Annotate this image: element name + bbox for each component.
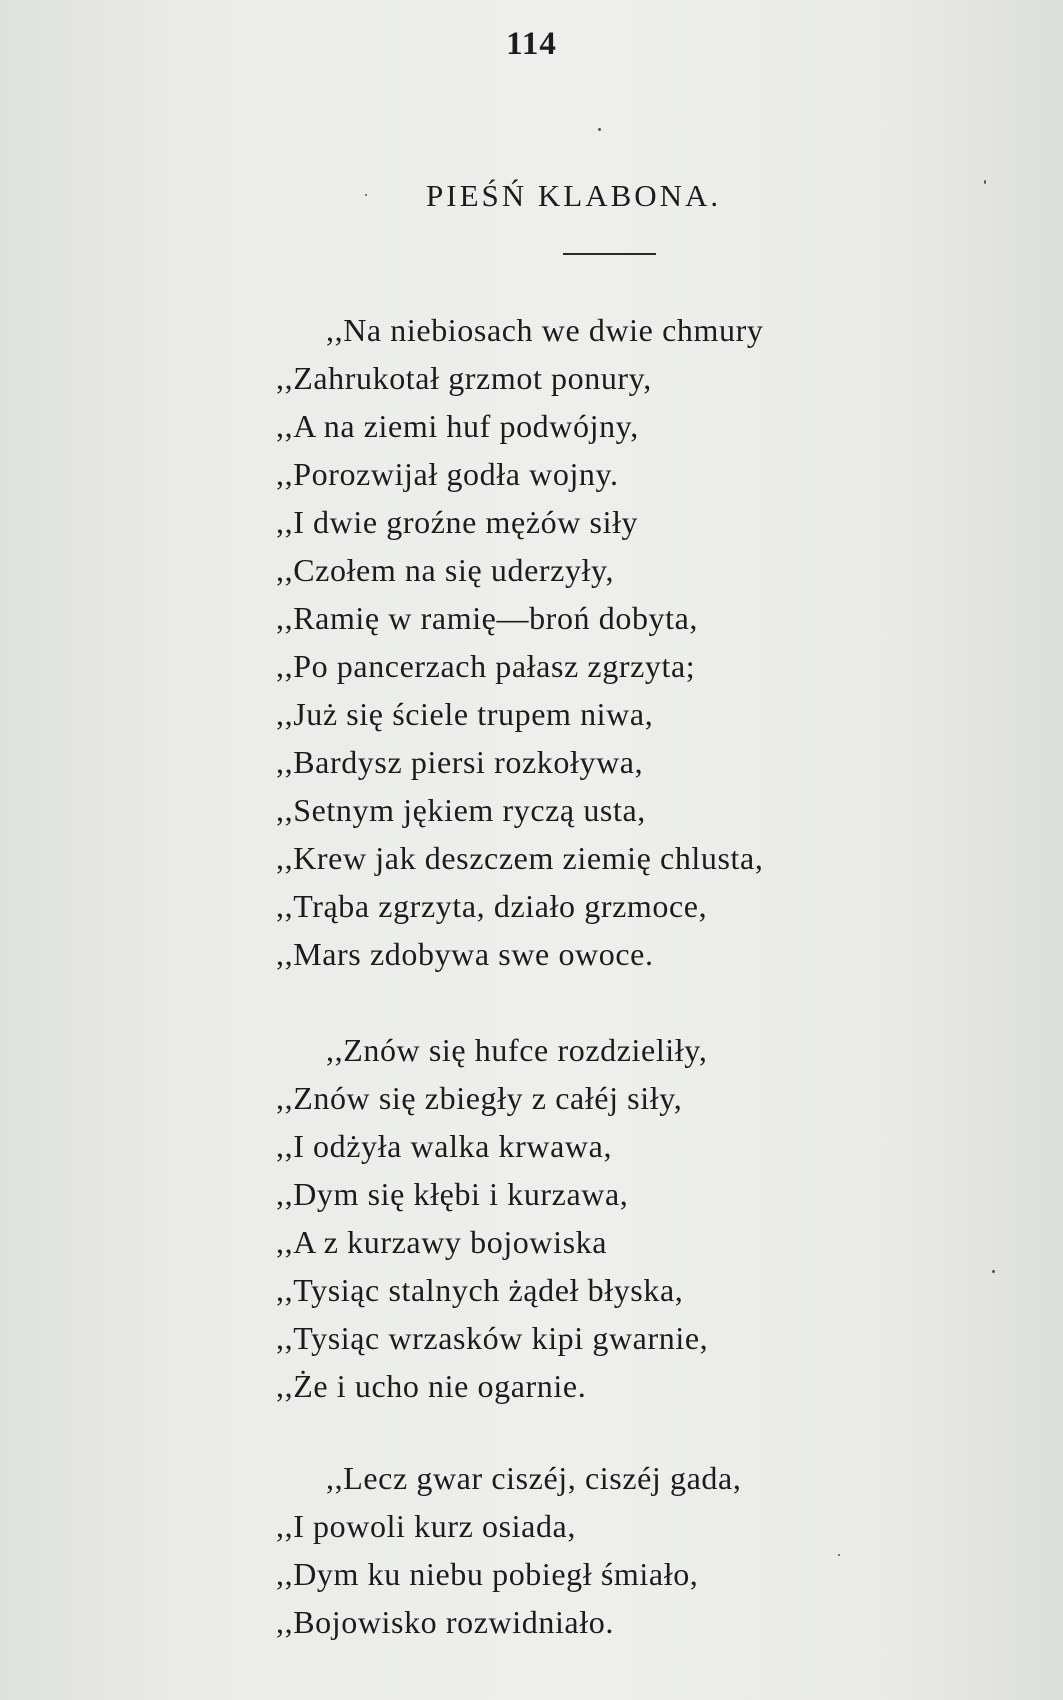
poem-line: ,,Ramię w ramię—broń dobyta,	[276, 600, 699, 636]
paper-speck	[365, 194, 367, 196]
poem-line: ,,Bardysz piersi rozkoływa,	[276, 744, 644, 780]
poem-line: ,,Trąba zgrzyta, działo grzmoce,	[276, 888, 708, 924]
poem-line: ,,Tysiąc wrzasków kipi gwarnie,	[276, 1320, 709, 1356]
poem-line: ,,A na ziemi huf podwójny,	[276, 408, 639, 444]
poem-line: ,,Zahrukotał grzmot ponury,	[276, 360, 652, 396]
poem-line: ,,A z kurzawy bojowiska	[276, 1224, 608, 1260]
poem-line: ,,Dym się kłębi i kurzawa,	[276, 1176, 629, 1212]
paper-speck	[598, 128, 601, 131]
poem-line: ,,I powoli kurz osiada,	[276, 1508, 576, 1544]
poem-line: ,,Krew jak deszczem ziemię chlusta,	[276, 840, 764, 876]
poem-line: ,,Dym ku niebu pobiegł śmiało,	[276, 1556, 699, 1592]
paper-speck	[992, 1270, 995, 1273]
poem-line: ,,Czołem na się uderzyły,	[276, 552, 615, 588]
poem-line: ,,Porozwijał godła wojny.	[276, 456, 619, 492]
poem-line: ,,Że i ucho nie ogarnie.	[276, 1368, 587, 1404]
paper-speck	[984, 180, 986, 184]
poem-line: ,,I odżyła walka krwawa,	[276, 1128, 613, 1164]
poem-line: ,,Już się ściele trupem niwa,	[276, 696, 654, 732]
poem-title: PIEŚŃ KLABONA.	[426, 178, 722, 213]
poem-line: ,,Bojowisko rozwidniało.	[276, 1604, 614, 1640]
poem-line: ,,Tysiąc stalnych żądeł błyska,	[276, 1272, 684, 1308]
paper-speck	[838, 1554, 840, 1556]
poem-line: ,,Po pancerzach pałasz zgrzyta;	[276, 648, 696, 684]
poem-line: ,,Setnym jękiem ryczą usta,	[276, 792, 646, 828]
title-divider	[563, 253, 656, 255]
poem-line: ,,Znów się hufce rozdzieliły,	[326, 1032, 708, 1068]
poem-line: ,,Lecz gwar ciszéj, ciszéj gada,	[326, 1460, 742, 1496]
poem-line: ,,Znów się zbiegły z całéj siły,	[276, 1080, 683, 1116]
poem-line: ,,Na niebiosach we dwie chmury	[326, 312, 764, 348]
page-number: 114	[506, 26, 557, 62]
poem-line: ,,Mars zdobywa swe owoce.	[276, 936, 654, 972]
poem-line: ,,I dwie groźne mężów siły	[276, 504, 639, 540]
